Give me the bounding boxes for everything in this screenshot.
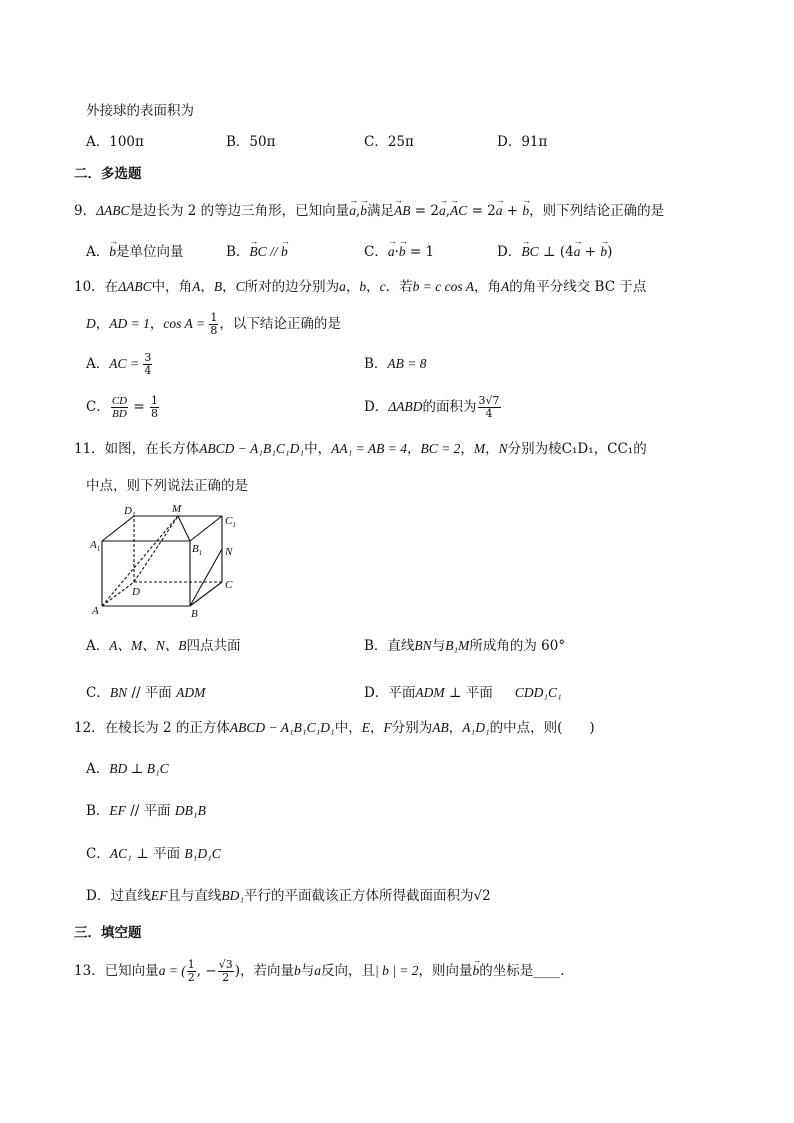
option-label: D． <box>497 244 522 260</box>
eq: = 1 <box>405 244 435 260</box>
edge-b1c1 <box>190 516 222 541</box>
q11-sep: ， <box>460 441 474 457</box>
line: BN <box>414 638 432 653</box>
q11-edge: C₁D₁ <box>561 441 594 457</box>
q10-option-c <box>86 389 160 425</box>
q12-sep: ， <box>448 720 463 736</box>
q9-option-a <box>86 243 184 261</box>
plus: + <box>580 244 601 260</box>
q8-option-a: A．100π <box>86 134 144 150</box>
line: BN <box>109 685 128 700</box>
vector-bc: → BC <box>249 243 266 261</box>
triangle: ΔABD <box>388 399 423 414</box>
q11-sep: ， <box>406 441 421 457</box>
numerator: CD <box>111 395 128 407</box>
q13-text: 的坐标是 <box>479 963 534 979</box>
option-label: D．平面 <box>364 685 416 701</box>
q12-var: F <box>383 720 392 735</box>
q13-vector: a = ( <box>158 963 186 978</box>
plane: B₁D₁C <box>184 846 221 861</box>
q10-number: 10．在 <box>74 279 119 295</box>
q8-option-c: C．25π <box>364 134 414 150</box>
q10-var: a <box>339 279 346 294</box>
q10-var: b <box>359 279 367 294</box>
question-10-stem-line2 <box>86 306 341 342</box>
q10-sep: ， <box>366 279 380 295</box>
q9-vector-b: → b <box>522 202 529 220</box>
q11-text: 中， <box>304 441 332 457</box>
q13-sep: , − <box>196 963 217 979</box>
q9-text: 满足 <box>366 203 394 219</box>
q12-text: 分别为 <box>391 720 433 736</box>
question-9-stem: 9．ΔABC是边长为 2 的等边三角形，已知向量→ a,→ b满足→ AB = 2→ a,→ AC = 2→ a + → b，则下列结论正确的是 <box>74 202 664 220</box>
fraction <box>187 959 196 984</box>
option-label: A． <box>86 761 110 777</box>
q12-text: 中， <box>334 720 362 736</box>
segment-am <box>102 516 178 606</box>
answer-blank[interactable]: ____ <box>533 963 561 979</box>
cuboid-figure <box>86 500 246 620</box>
q10-formula: cos A = <box>163 316 209 331</box>
q12-option-c <box>86 845 221 863</box>
q12-number: 12．在棱长为 2 的正方体 <box>74 720 230 736</box>
vector-bc: → BC <box>521 243 538 261</box>
q11-var: M <box>473 441 486 456</box>
vector-b: → b <box>109 243 116 261</box>
label-b: B <box>191 608 198 620</box>
option-label: A． <box>86 244 110 260</box>
q10-text: ，以下结论正确的是 <box>219 316 341 332</box>
q12-solid: ABCD − A₁B₁C₁D₁ <box>229 720 335 735</box>
q11-number: 11．如图，在长方体 <box>74 441 200 457</box>
label-a: A <box>92 605 99 617</box>
label-n: N <box>225 546 233 558</box>
q13-var: b <box>294 963 301 978</box>
denominator: 2 <box>222 971 230 984</box>
q13-text: ，则向量 <box>418 963 473 979</box>
q9-vector-a: → a <box>439 202 446 220</box>
q12-option-b <box>86 802 206 820</box>
q13-period: ． <box>560 963 574 979</box>
numerator: 1 <box>151 394 159 407</box>
option-label: B． <box>364 356 388 372</box>
numerator: 1 <box>187 958 195 971</box>
q10-text: 的角平分线交 BC 于点 <box>509 279 647 295</box>
q12-option-a <box>86 760 169 778</box>
vector-b: → b <box>399 243 406 261</box>
area-value: √2 <box>473 888 491 904</box>
q10-text: 中，角 <box>151 279 193 295</box>
q12-sep: ， <box>370 720 384 736</box>
q10-sep: ， <box>200 279 214 295</box>
q10-var: c <box>379 279 386 294</box>
line: EF <box>109 803 126 818</box>
q9-text: 是边长为 2 的等边三角形，已知向量 <box>129 203 350 219</box>
segment-dm <box>134 516 178 582</box>
vector-b: → b <box>600 243 607 261</box>
option-text: 四点共面 <box>186 638 241 654</box>
parallel: // <box>266 244 281 259</box>
q8-option-b: B．50π <box>226 134 276 150</box>
q13-var: a <box>314 963 321 978</box>
q12-option-d <box>86 887 491 905</box>
q10-text: ．若 <box>385 279 413 295</box>
q9-eq: = 2 <box>410 203 439 219</box>
q12-edge: AB <box>432 720 449 735</box>
option-text: // 平面 <box>127 685 177 701</box>
question-12-stem <box>74 719 595 737</box>
plane: DB₁B <box>174 803 206 818</box>
option-label: D． <box>364 399 389 415</box>
fraction <box>143 352 152 377</box>
q11-sep: ， <box>593 441 608 457</box>
q11-option-b <box>364 637 565 655</box>
label-a1: $A_1$ <box>90 539 101 553</box>
q10-var: B <box>213 279 223 294</box>
question-11-stem-line2: 中点，则下列说法正确的是 <box>86 478 248 494</box>
q13-text: 与 <box>300 963 315 979</box>
option-text: 是单位向量 <box>116 244 184 260</box>
numerator: √3 <box>218 958 233 971</box>
plane: ADM <box>176 685 206 700</box>
label-m: M <box>172 503 182 515</box>
fraction <box>209 312 218 337</box>
q11-text: 分别为棱 <box>507 441 562 457</box>
q11-option-d <box>364 684 562 702</box>
option-text: D．过直线 <box>86 888 151 904</box>
option-text: 且与直线 <box>167 888 222 904</box>
vector-b: → b <box>281 243 288 261</box>
label-d1: $D_1$ <box>124 505 136 519</box>
q13-paren: ) <box>234 963 240 979</box>
formula: BD ⊥ B₁C <box>109 761 169 776</box>
plane: ADM <box>415 685 445 700</box>
label-b1: $B_1$ <box>192 543 203 557</box>
q10-sep: ， <box>222 279 236 295</box>
option-label: C． <box>364 244 388 260</box>
q11-sep: ， <box>485 441 499 457</box>
q13-text: 13．已知向量 <box>74 963 159 979</box>
perp: ⊥ (4 <box>538 244 574 260</box>
q13-vector-b: → b <box>473 952 480 990</box>
option-text: 所成角的为 60° <box>469 638 566 654</box>
q9-option-d <box>497 243 612 261</box>
option-label: C． <box>86 685 110 701</box>
formula: AC = <box>109 356 143 371</box>
q10-var: D <box>86 316 96 331</box>
points: A、M、N、B <box>109 638 187 653</box>
q13-formula: | b | = 2 <box>375 963 419 978</box>
q10-text: ，角 <box>473 279 501 295</box>
segment-bn <box>190 549 222 606</box>
q9-triangle: ΔABC <box>96 203 130 218</box>
option-label: C． <box>86 846 110 862</box>
option-text: 的面积为 <box>422 399 477 415</box>
q10-sep: ， <box>149 316 164 332</box>
q9-vector-a: → a <box>496 202 503 220</box>
line: EF <box>150 888 168 903</box>
fraction <box>111 395 128 420</box>
option-text: // 平面 <box>125 803 175 819</box>
q11-solid: ABCD − A₁B₁C₁D₁ <box>199 441 305 456</box>
section-heading-fill-in-blank: 三．填空题 <box>74 925 142 941</box>
option-text: 平行的平面截该正方体所得截面面积为 <box>244 888 474 904</box>
denominator: 8 <box>210 324 218 337</box>
q11-var: N <box>498 441 508 456</box>
formula: AB = 8 <box>387 356 427 371</box>
fraction <box>478 395 501 420</box>
q10-text: 所对的边分别为 <box>244 279 340 295</box>
option-label: A． <box>86 356 110 372</box>
q10-triangle: ΔABC <box>118 279 152 294</box>
paren: ) <box>607 244 613 260</box>
numerator: 3 <box>144 351 152 364</box>
q11-edge: CC₁ <box>607 441 634 457</box>
q9-text: ，则下列结论正确的是 <box>529 203 665 219</box>
denominator: 8 <box>151 407 159 420</box>
q10-var: C <box>235 279 245 294</box>
denominator: 2 <box>187 971 195 984</box>
q11-text: 的 <box>633 441 647 457</box>
q13-text: ，若向量 <box>240 963 294 979</box>
eq: = <box>129 399 150 415</box>
q11-formula: AA₁ = AB = 4 <box>331 441 407 456</box>
q11-option-c <box>86 684 205 702</box>
label-c1: $C_1$ <box>225 515 236 529</box>
option-text: ⊥ 平面 <box>444 685 493 701</box>
edge-bc <box>190 582 222 606</box>
option-label: A． <box>86 638 110 654</box>
q9-option-b <box>226 243 288 261</box>
label-d: D <box>132 586 140 598</box>
q10-var: A <box>192 279 201 294</box>
q9-option-c <box>364 243 434 261</box>
option-label: C． <box>86 399 110 415</box>
numerator: 3√7 <box>478 394 500 407</box>
q8-text-tail: 外接球的表面积为 <box>86 103 194 119</box>
label-c: C <box>225 579 233 591</box>
option-label: B． <box>86 803 110 819</box>
q8-option-d: D．91π <box>497 134 548 150</box>
denominator: 4 <box>144 364 152 377</box>
q11-formula: BC = 2 <box>420 441 461 456</box>
q9-vector-a: → a <box>349 202 356 220</box>
vector-a: → a <box>574 243 581 261</box>
q10-option-d <box>364 389 502 425</box>
dot: · <box>394 244 399 260</box>
q10-option-a <box>86 347 153 381</box>
option-label: B．直线 <box>364 638 415 654</box>
q10-sep: ， <box>95 316 110 332</box>
edge-a1d1 <box>102 516 134 541</box>
section-heading-multiple-choice: 二．多选题 <box>74 166 142 182</box>
option-text: ⊥ 平面 <box>131 846 185 862</box>
option-text: 与 <box>431 638 446 654</box>
line: BD₁ <box>221 888 245 903</box>
question-10-stem-line1 <box>74 278 646 296</box>
line: B₁M <box>445 638 470 653</box>
denominator: 4 <box>485 407 493 420</box>
question-11-stem-line1 <box>74 440 647 458</box>
line: AC₁ <box>109 846 132 861</box>
q9-plus: + <box>502 203 523 219</box>
q12-var: E <box>361 720 370 735</box>
q9-vector-b: → b <box>360 202 367 220</box>
q10-sep: ， <box>345 279 360 295</box>
segment-mb1 <box>178 516 190 541</box>
q12-edge: A₁D₁ <box>462 720 490 735</box>
fraction <box>218 959 234 984</box>
denominator: BD <box>112 408 127 420</box>
q12-text: 的中点，则( ) <box>489 720 595 736</box>
numerator: 1 <box>210 311 218 324</box>
q9-vector-ab: → AB <box>394 202 411 220</box>
q9-vector-ac: → AC <box>450 202 467 220</box>
q10-option-b <box>364 355 427 373</box>
q11-option-a <box>86 637 241 655</box>
plane: CDD₁C₁ <box>514 685 562 700</box>
q10-formula: AD = 1 <box>109 316 150 331</box>
vector-a: → a <box>388 243 395 261</box>
q9-number: 9． <box>74 203 97 219</box>
option-label: B． <box>226 244 250 260</box>
q13-text: 反向，且 <box>321 963 375 979</box>
fraction <box>150 395 159 420</box>
q10-var: A <box>500 279 510 294</box>
edge-ad <box>102 582 134 606</box>
q10-formula: b = c cos A <box>412 279 474 294</box>
question-13-stem <box>74 952 574 990</box>
q9-eq: = 2 <box>467 203 496 219</box>
